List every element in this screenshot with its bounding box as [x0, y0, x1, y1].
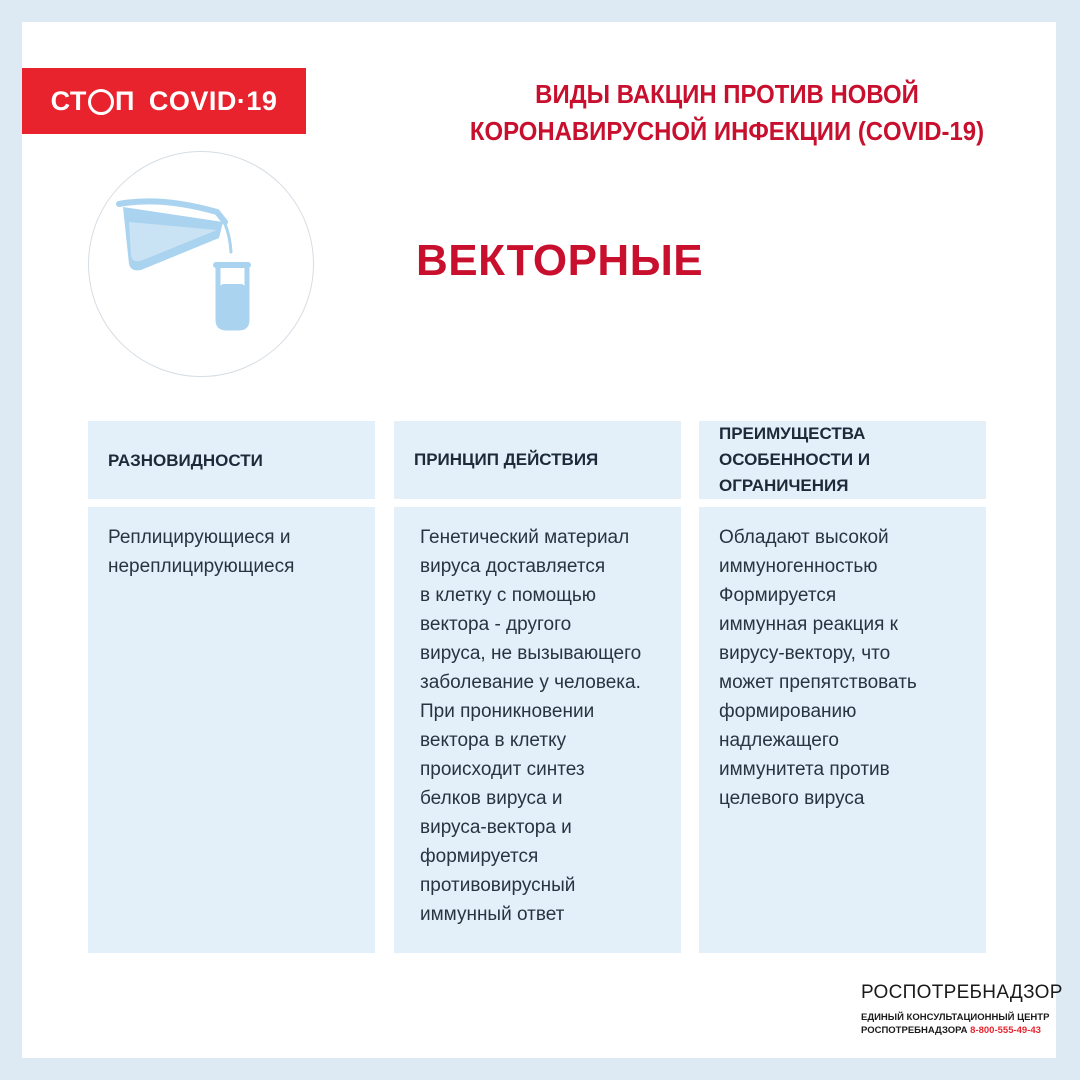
badge-text-after: П: [114, 85, 135, 116]
page-title: [465, 76, 989, 150]
column-header-varieties: [88, 421, 375, 499]
title-line-1: ВИДЫ ВАКЦИН ПРОТИВ НОВОЙ: [535, 79, 919, 109]
footer-line-1: ЕДИНЫЙ КОНСУЛЬТАЦИОННЫЙ ЦЕНТР: [861, 1012, 1050, 1023]
stop-covid-badge: [22, 68, 306, 134]
pouring-flask-test-tube-icon: [89, 152, 313, 376]
footer-phone: 8-800-555-49-43: [970, 1025, 1041, 1036]
vaccine-type-heading: ВЕКТОРНЫЕ: [416, 236, 704, 285]
badge-text-before: СТ: [50, 85, 87, 116]
virus-icon: [88, 89, 114, 115]
column-header-advantages: [699, 421, 986, 499]
column-body-varieties: Реплицирующиеся и нереплицирующиеся: [88, 507, 375, 953]
column-body-advantages: Обладают высокой иммуногенностью Формируется иммунная реакция к вирусу-вектору, что может препятствовать формированию надлежащего иммунитета против целевого вируса: [699, 507, 986, 953]
column-header-label: РАЗНОВИДНОСТИ: [108, 451, 263, 470]
column-body-principle: Генетический материал вируса доставляется в клетку с помощью вектора - другого вируса, не вызывающего заболевание у человека. При проникновении вектора в клетку происходит синтез белков вируса и вируса-вектора и формируется противовирусный иммунный ответ: [394, 507, 681, 953]
footer-line-2: [861, 1025, 1041, 1036]
footer-org-name: РОСПОТРЕБНАДЗОР: [861, 982, 1063, 1003]
badge-brand: COVID·19: [148, 85, 278, 116]
column-header-principle: [394, 421, 681, 499]
illustration-circle: [88, 151, 314, 377]
column-header-label: ПРЕИМУЩЕСТВА ОСОБЕННОСТИ И ОГРАНИЧЕНИЯ: [719, 424, 871, 495]
column-header-label: ПРИНЦИП ДЕЙСТВИЯ: [414, 450, 599, 469]
title-line-2: КОРОНАВИРУСНОЙ ИНФЕКЦИИ (COVID-19): [469, 116, 985, 146]
footer-org-short: РОСПОТРЕБНАДЗОРА: [861, 1025, 968, 1036]
